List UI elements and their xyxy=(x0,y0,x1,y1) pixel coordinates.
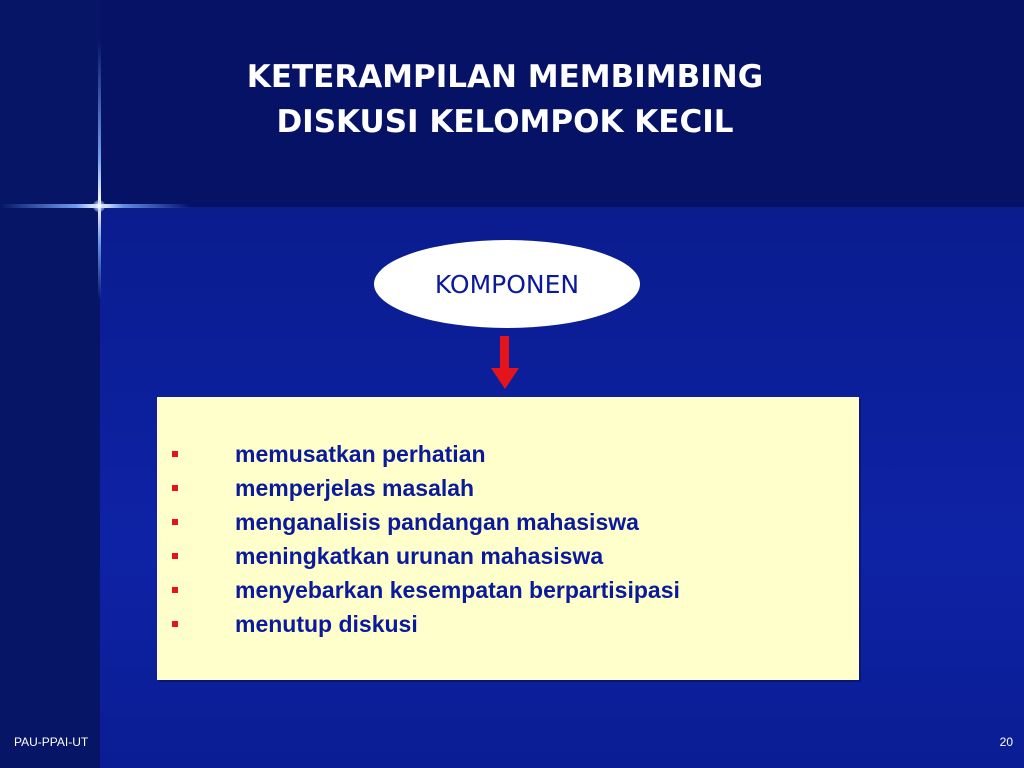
square-bullet-icon xyxy=(172,519,178,525)
list-item-text: menganalisis pandangan mahasiswa xyxy=(235,508,639,535)
list-item-text: menutup diskusi xyxy=(235,610,418,637)
list-item-text: memusatkan perhatian xyxy=(235,440,486,467)
components-list xyxy=(169,437,680,641)
title-line-1: KETERAMPILAN MEMBIMBING xyxy=(246,59,764,95)
list-item-text: memperjelas masalah xyxy=(235,474,475,501)
footer-source: PAU-PPAI-UT xyxy=(14,735,89,749)
title-line-2: DISKUSI KELOMPOK KECIL xyxy=(276,104,734,140)
list-item-text: meningkatkan urunan mahasiswa xyxy=(235,542,604,569)
light-flare-vertical xyxy=(98,40,101,300)
components-box xyxy=(157,397,859,680)
slide-title xyxy=(120,55,890,145)
square-bullet-icon xyxy=(172,485,178,491)
komponen-oval xyxy=(374,240,640,328)
square-bullet-icon xyxy=(172,621,178,627)
square-bullet-icon xyxy=(172,553,178,559)
square-bullet-icon xyxy=(172,451,178,457)
page-number: 20 xyxy=(999,735,1013,749)
light-flare-core xyxy=(93,200,105,212)
list-item xyxy=(169,505,680,539)
square-bullet-icon xyxy=(172,587,178,593)
oval-label: KOMPONEN xyxy=(434,269,580,299)
list-item xyxy=(169,573,680,607)
list-item xyxy=(169,607,680,641)
list-item xyxy=(169,539,680,573)
arrow-down-icon xyxy=(500,336,509,370)
list-item xyxy=(169,471,680,505)
left-strip xyxy=(0,0,100,768)
list-item-text: menyebarkan kesempatan berpartisipasi xyxy=(235,576,680,603)
list-item xyxy=(169,437,680,471)
arrow-head-icon xyxy=(491,368,519,389)
